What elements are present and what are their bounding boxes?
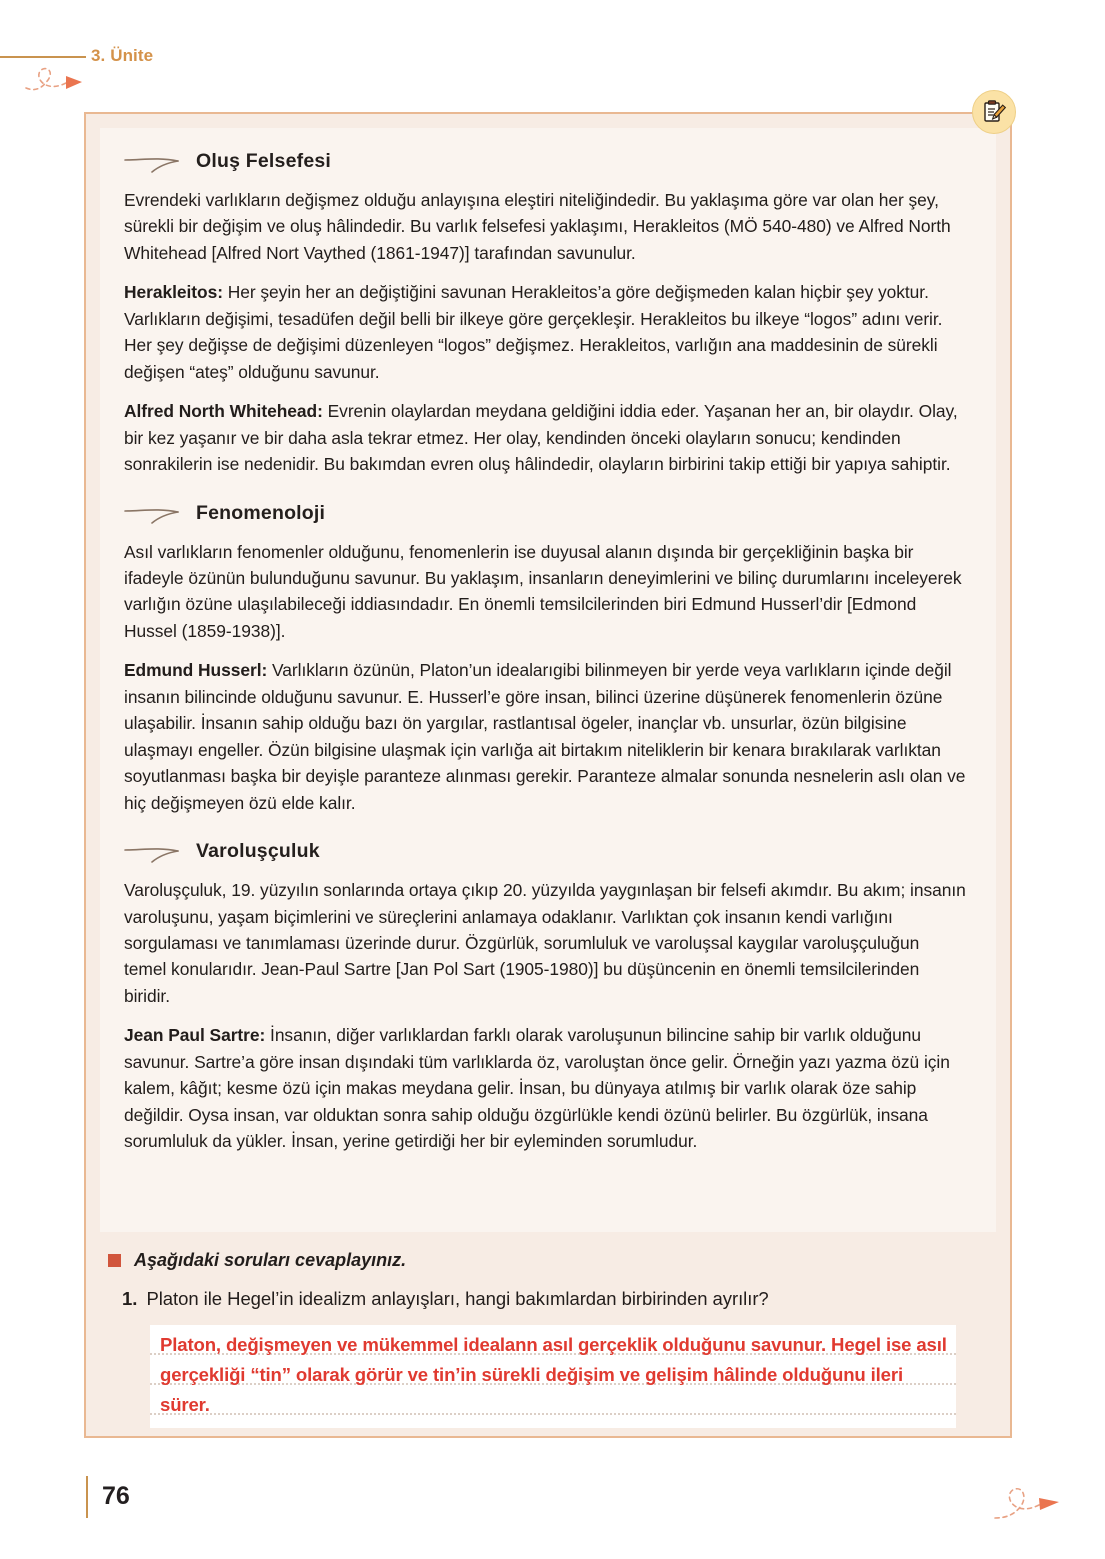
paragraph-body: Varlıkların özünün, Platon’un idealarıgibi bilinmeyen bir yerde veya varlıkların içinde değil insanın bilincinde olduğunu savunur. E. Husserl’e göre insan, bilinci üzerine düşünerek fenomenlerin özüne ulaşabilir. İnsanın sahip olduğu bazı ön yargılar, rastlantısal ögeler, inançlar vb. unsurlar, özün bilgisine ulaşmayı engeller. Özün bilgisine ulaşmak için varlığa ait birtakım niteliklerin bir kenara bırakılarak varlıktan soyutlanması başka bir deyişle paranteze alınması gerekir. Paranteze almalar sonunda nesnelerin aslı olan ve hiç değişmeyen özü elde kalır. [124,660,966,813]
content-panel [100,128,996,1232]
paragraph [124,279,966,385]
paragraph-lead: Alfred North Whitehead: [124,401,323,422]
paragraph [124,187,966,266]
answer-field[interactable] [150,1325,956,1428]
square-bullet-icon [108,1254,121,1267]
questions-intro-label: Aşağıdaki soruları cevaplayınız. [134,1250,407,1270]
page-number-rule [86,1476,88,1518]
questions-intro [108,1250,406,1271]
paragraph-lead: Edmund Husserl: [124,660,268,681]
paragraph-lead: Jean Paul Sartre: [124,1025,266,1046]
paragraph [124,1022,966,1154]
paragraph-body: Evrendeki varlıkların değişmez olduğu anlayışına eleştiri niteliğindedir. Bu yaklaşıma göre var olan her şey, sürekli bir değişim ve oluş hâlindedir. Bu varlık felsefesi yaklaşımı, Herakleitos (MÖ 540-480) ve Alfred North Whitehead [Alfred Nort Vaythed (1861-1947)] tarafından savunulur. [124,190,951,263]
section-heading-varoluscululuk [124,840,996,863]
paragraph [124,657,966,816]
answer-text: Platon, değişmeyen ve mükemmel idealann asıl gerçeklik olduğunu savunur. Hegel ise asıl gerçekliği “tin” olarak görür ve tin’in sürekli değişim ve gelişim hâlinde olduğunu ileri sürer. [160,1334,947,1416]
section-title: Varoluşçuluk [196,840,320,863]
header-rule [0,56,86,58]
question-number: 1. [122,1288,138,1309]
section-title: Oluş Felsefesi [196,150,332,172]
paragraph-body: Her şeyin her an değiştiğini savunan Herakleitos’a göre değişmeden kalan hiçbir şey yoktur. Varlıkların değişimi, tesadüfen değil belli bir ilkeye göre gerçekleşir. Herakleitos bu ilkeye “logos” adını verir. Her şey değişse de değişimi düzenleyen “logos” değişmez. Herakleitos, varlığın ana maddesinin de sürekli değişen “ateş” olduğunu savunur. [124,282,943,382]
paragraph-body: Evrenin olaylardan meydana geldiğini iddia eder. Yaşanan her an, bir olaydır. Olay, bir kez yaşanır ve bir daha asla tekrar etmez. Her olay, kendinden önceki olayların sonucu; kendinden sonrakilerin ise nedenidir. Bu bakımdan evren oluş hâlindedir, olayların birbirini takip ettiği bir yapıya sahiptir. [124,401,958,475]
section-heading-olus-felsefesi [124,150,996,173]
paragraph-body: Asıl varlıkların fenomenler olduğunu, fenomenlerin ise duyusal alanın dışında bir gerçekliğinin başka bir ifadeyle özünün bulunduğunu savunur. Bu yaklaşım, insanların deneyimlerini ve bilinç durumlarını inceleyerek varlığın özüne ulaşılabileceği iddiasındadır. En önemli temsilcilerinden biri Edmund Husserl’dir [Edmond Hussel (1859-1938)]. [124,541,962,641]
arrow-right-icon [124,502,182,524]
page-number: 76 [102,1482,130,1510]
paragraph-body: Varoluşçuluk, 19. yüzyılın sonlarında ortaya çıkıp 20. yüzyılda yaygınlaşan bir felsefi akımdır. Bu akım; insanın varoluşunu, yaşam biçimlerini ve süreçlerini anlamaya odaklanır. Varlıktan çok insanın kendi varlığını sorgulaması ve tanımlaması üzerinde durur. Özgürlük, sorumluluk ve varoluşsal kaygılar varoluşçuluğun temel konularıdır. Jean-Paul Sartre [Jan Pol Sart (1905-1980)] bu düşüncenin en önemli temsilcilerinden biridir. [124,880,966,1006]
dashed-swirl-arrow-icon [22,62,92,102]
question-text: Platon ile Hegel’in idealizm anlayışları, hangi bakımlardan birbirinden ayrılır? [146,1288,769,1309]
section-title: Fenomenoloji [196,501,326,524]
paragraph-lead: Herakleitos: [124,282,223,303]
paragraph [124,877,966,1009]
arrow-right-icon [124,841,182,863]
section-heading-fenomenoloji [124,502,996,525]
paragraph [124,539,966,645]
unit-label: 3. Ünite [91,46,154,65]
paragraph-body: İnsanın, diğer varlıklardan farklı olarak varoluşunun bilincine sahip bir varlık olduğunu savunur. Sartre’a göre insan dışındaki tüm varlıklarda öz, varoluştan önce gelir. Örneğin yazı yazma özü için kalem, kâğıt; kesme özü için makas meydana gelir. İnsan, bu dünyaya atılmış bir varlık olarak öze sahip değildir. Oysa insan, var olduktan sonra sahip olduğu özgürlükle kendi özünü belirler. Bu özgürlük, insana sorumluluk da yükler. İnsan, yerine getirdiği her bir eyleminden sorumludur. [124,1025,950,1152]
paragraph [124,398,966,477]
clipboard-pencil-icon [981,99,1007,125]
arrow-right-icon [124,151,182,173]
dashed-swirl-arrow-icon [993,1478,1073,1528]
question-item [122,1288,769,1310]
clipboard-pencil-badge[interactable] [972,90,1016,134]
